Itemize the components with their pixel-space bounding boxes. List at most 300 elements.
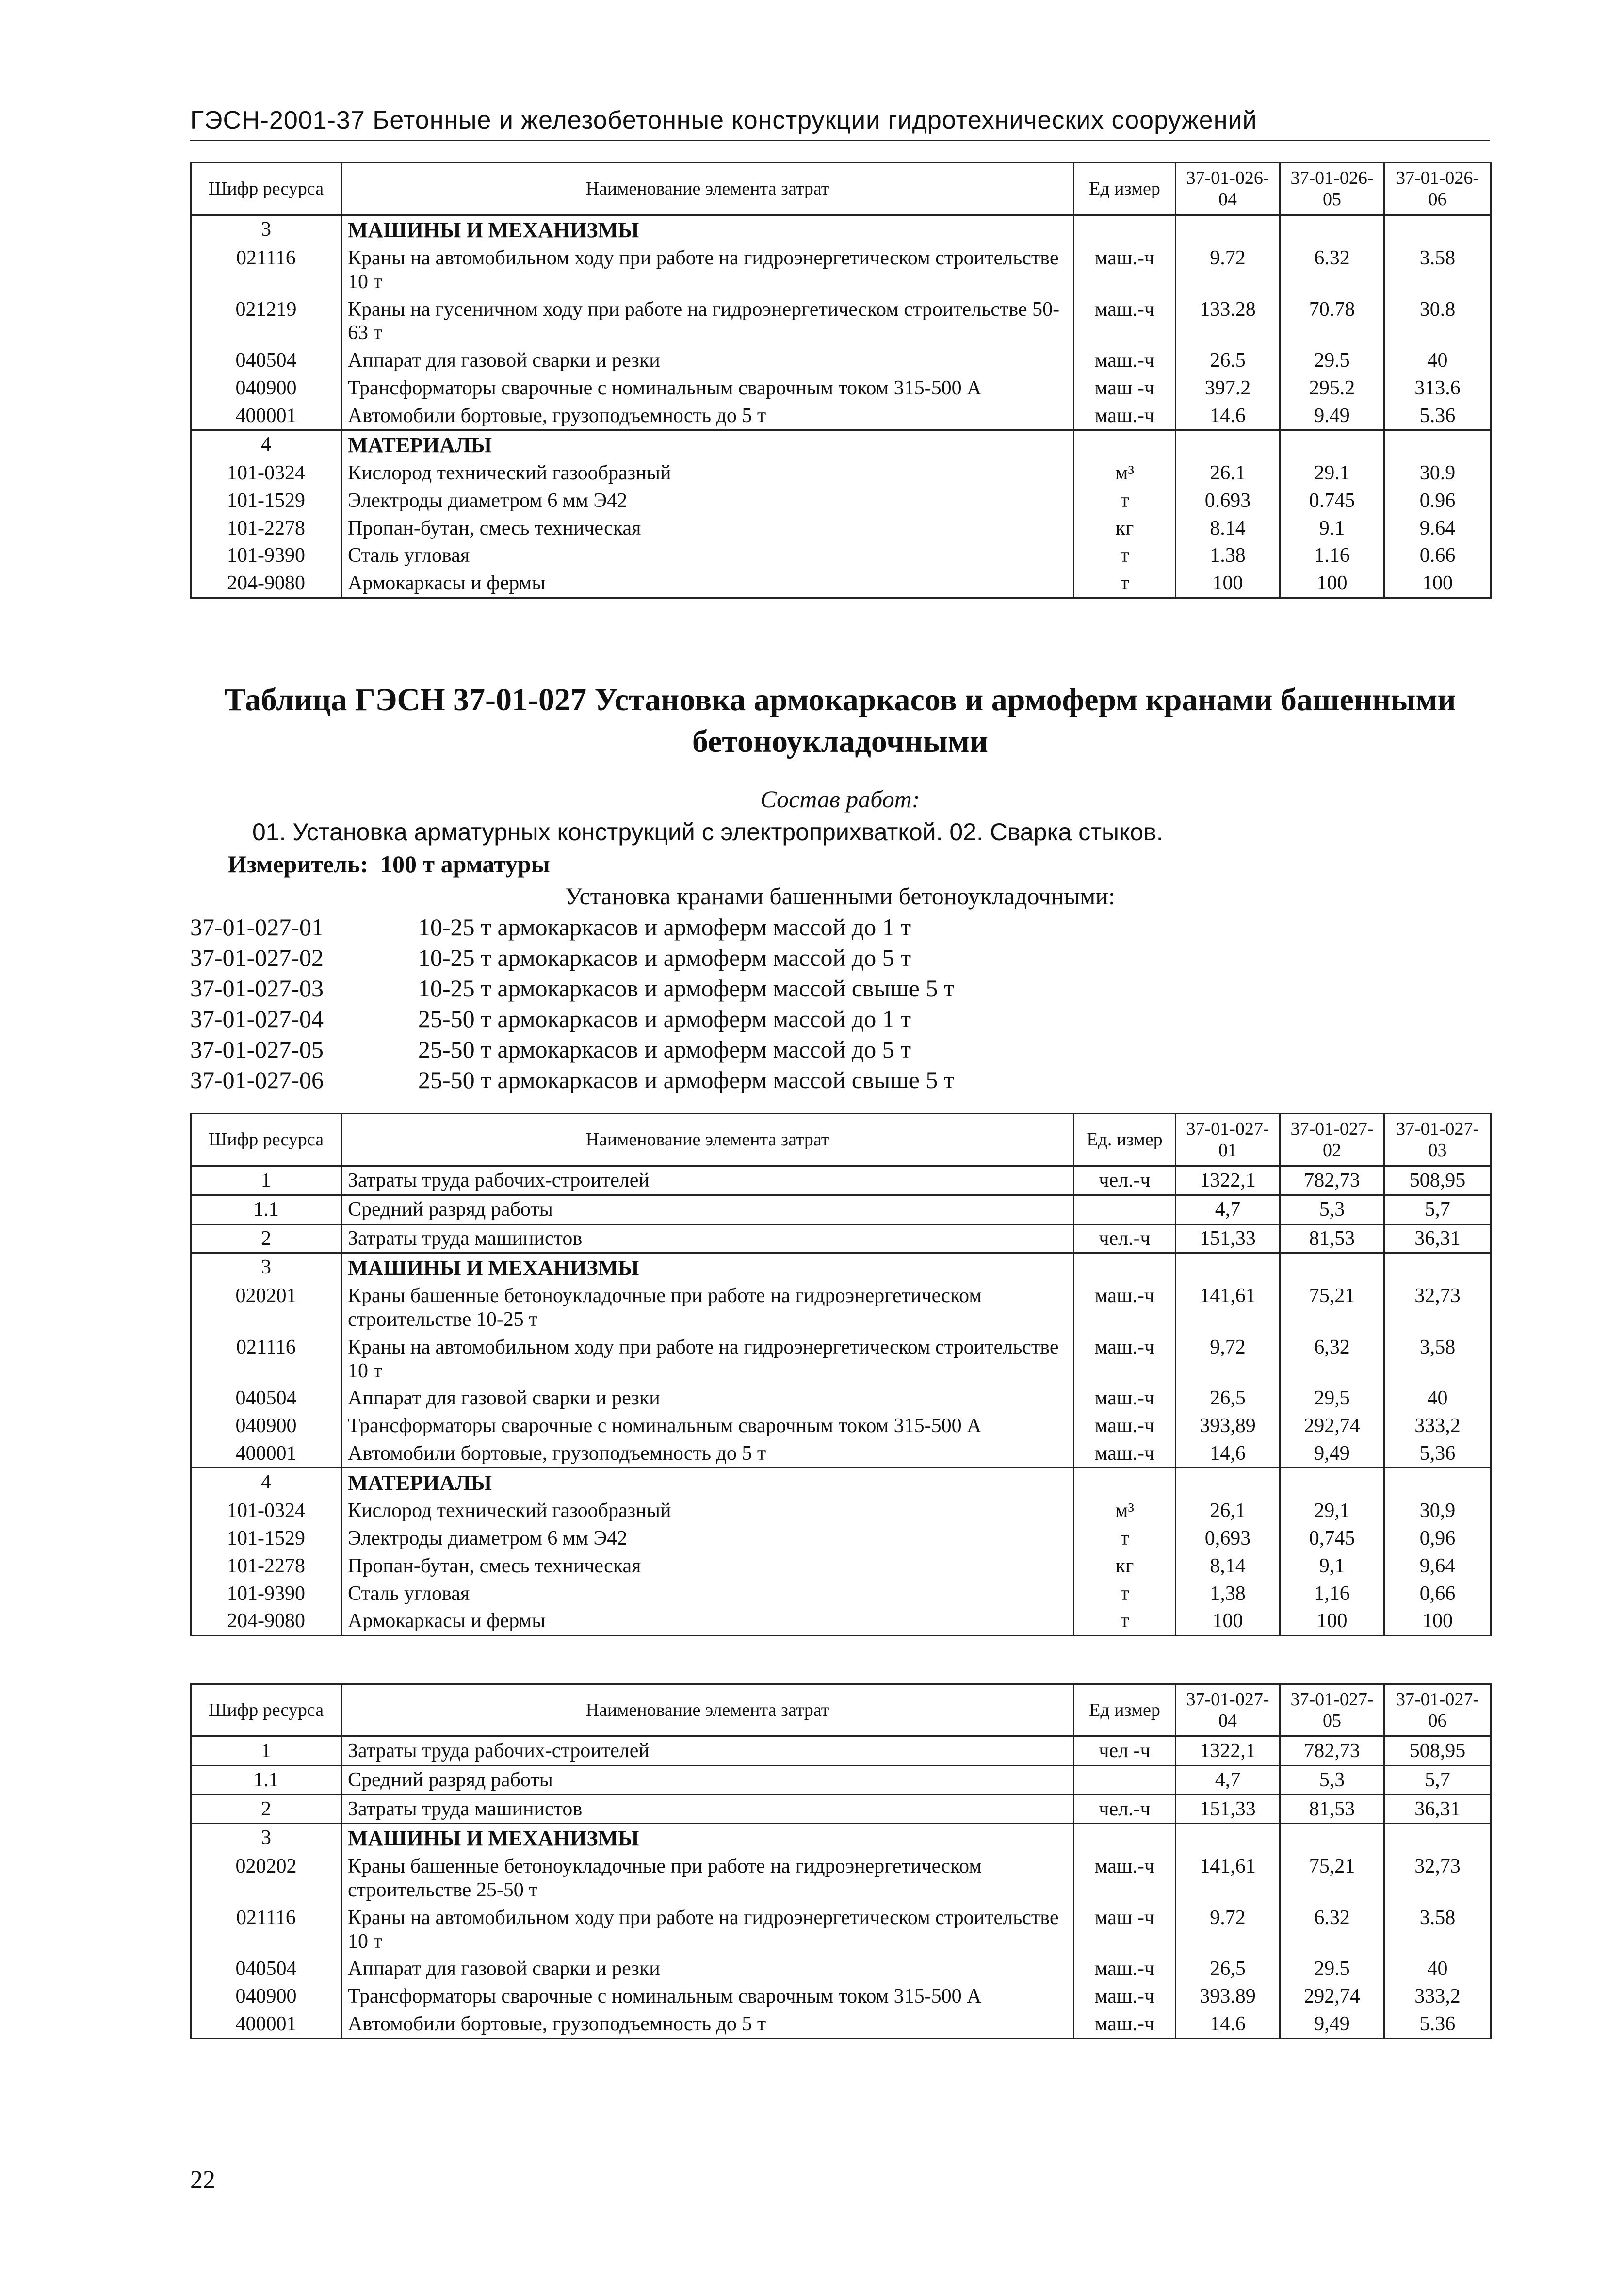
variant-list xyxy=(190,913,955,1096)
variant-code: 37-01-027-04 xyxy=(190,1005,324,1032)
norm-value: 30.8 xyxy=(1384,296,1491,347)
work-items: 01. Установка арматурных конструкций с электроприхваткой. 02. Сварка стыков. xyxy=(252,818,1163,846)
table-row xyxy=(191,1440,1491,1468)
table-row xyxy=(191,375,1491,402)
norm-value: 14.6 xyxy=(1176,2010,1280,2039)
resource-code: 020201 xyxy=(191,1282,341,1333)
variant-code: 37-01-027-02 xyxy=(190,944,324,971)
norm-value: 5.36 xyxy=(1384,402,1491,430)
resource-code: 101-0324 xyxy=(191,459,341,487)
table-row xyxy=(191,542,1491,570)
unit: маш.-ч xyxy=(1074,2010,1176,2039)
norm-value: 29.1 xyxy=(1280,459,1384,487)
norm-value: 397.2 xyxy=(1176,375,1280,402)
norm-value: 9.49 xyxy=(1280,402,1384,430)
unit: т xyxy=(1074,487,1176,515)
col-header-norm: 37-01-027-06 xyxy=(1384,1684,1491,1737)
col-header-code: Шифр ресурса xyxy=(191,1114,341,1166)
resource-code: 204-9080 xyxy=(191,570,341,598)
resource-name: Кислород технический газообразный xyxy=(341,1497,1074,1525)
norm-value: 32,73 xyxy=(1384,1853,1491,1904)
unit: маш.-ч xyxy=(1074,1412,1176,1440)
norm-value: 100 xyxy=(1176,570,1280,598)
norm-value: 26,5 xyxy=(1176,1955,1280,1983)
unit: маш.-ч xyxy=(1074,296,1176,347)
unit xyxy=(1074,1195,1176,1224)
col-header-norm: 37-01-027-03 xyxy=(1384,1114,1491,1166)
table-title: Таблица ГЭСН 37-01-027 Установка армокаркасов и армоферм кранами башенными бетоноукладочными xyxy=(224,682,1456,759)
resource-name: Затраты труда рабочих-строителей xyxy=(341,1736,1074,1765)
norm-value: 292,74 xyxy=(1280,1983,1384,2010)
resource-name: Аппарат для газовой сварки и резки xyxy=(341,1955,1074,1983)
norm-value: 100 xyxy=(1280,1607,1384,1635)
norm-value: 26,5 xyxy=(1176,1385,1280,1412)
norm-value: 29,1 xyxy=(1280,1497,1384,1525)
table-header-row xyxy=(191,163,1491,215)
col-header-norm: 37-01-027-05 xyxy=(1280,1684,1384,1737)
resource-code: 400001 xyxy=(191,2010,341,2039)
norm-value: 0,693 xyxy=(1176,1525,1280,1552)
resource-code: 1.1 xyxy=(191,1195,341,1224)
unit: кг xyxy=(1074,1552,1176,1580)
meter-value: 100 т арматуры xyxy=(380,850,550,878)
table-row xyxy=(191,296,1491,347)
table-row xyxy=(191,1166,1491,1195)
table-row xyxy=(191,1983,1491,2010)
unit: маш.-ч xyxy=(1074,1955,1176,1983)
table-row xyxy=(191,1904,1491,1955)
norm-value: 9,64 xyxy=(1384,1552,1491,1580)
resource-name: Трансформаторы сварочные с номинальным сварочным током 315-500 А xyxy=(341,1412,1074,1440)
unit: чел.-ч xyxy=(1074,1224,1176,1253)
norm-value: 30,9 xyxy=(1384,1497,1491,1525)
unit: маш.-ч xyxy=(1074,1983,1176,2010)
unit: чел -ч xyxy=(1074,1736,1176,1765)
norm-value: 26.5 xyxy=(1176,347,1280,375)
section-row xyxy=(191,215,1491,245)
norm-value xyxy=(1280,1468,1384,1498)
variant-item xyxy=(190,913,955,944)
variant-code: 37-01-027-05 xyxy=(190,1036,324,1063)
resource-name: Сталь угловая xyxy=(341,1580,1074,1608)
norm-value xyxy=(1176,1253,1280,1283)
running-header: ГЭСН-2001-37 Бетонные и железобетонные конструкции гидротехнических сооружений xyxy=(190,106,1490,141)
unit: маш -ч xyxy=(1074,1904,1176,1955)
table-row xyxy=(191,402,1491,430)
table-header-row xyxy=(191,1684,1491,1737)
norm-value xyxy=(1280,430,1384,460)
unit: т xyxy=(1074,1580,1176,1608)
resource-code: 1.1 xyxy=(191,1765,341,1795)
norm-value: 9.72 xyxy=(1176,1904,1280,1955)
resource-code: 3 xyxy=(191,1253,341,1283)
resource-name: Затраты труда машинистов xyxy=(341,1795,1074,1824)
resource-code: 4 xyxy=(191,1468,341,1498)
variant-text: 10-25 т армокаркасов и армоферм массой до 1 т xyxy=(418,914,911,941)
norm-value: 151,33 xyxy=(1176,1795,1280,1824)
norm-value: 9.1 xyxy=(1280,515,1384,542)
variant-text: 25-50 т армокаркасов и армоферм массой до 5 т xyxy=(418,1036,911,1063)
norm-value: 508,95 xyxy=(1384,1166,1491,1195)
norm-value: 29,5 xyxy=(1280,1385,1384,1412)
norm-value: 5,3 xyxy=(1280,1195,1384,1224)
table-row xyxy=(191,1580,1491,1608)
norm-value: 292,74 xyxy=(1280,1412,1384,1440)
unit: маш.-ч xyxy=(1074,402,1176,430)
resource-code: 040900 xyxy=(191,375,341,402)
norm-value: 1,38 xyxy=(1176,1580,1280,1608)
col-header-norm: 37-01-026-05 xyxy=(1280,163,1384,215)
resource-name: Пропан-бутан, смесь техническая xyxy=(341,1552,1074,1580)
col-header-norm: 37-01-026-06 xyxy=(1384,163,1491,215)
norm-value: 81,53 xyxy=(1280,1795,1384,1824)
resource-name: Армокаркасы и фермы xyxy=(341,1607,1074,1635)
table-row xyxy=(191,1955,1491,1983)
unit: м³ xyxy=(1074,459,1176,487)
norm-value xyxy=(1280,1253,1384,1283)
table-row xyxy=(191,347,1491,375)
page-number: 22 xyxy=(190,2166,215,2194)
norm-value: 1.16 xyxy=(1280,542,1384,570)
resource-code: 101-1529 xyxy=(191,487,341,515)
variant-item xyxy=(190,944,955,974)
unit xyxy=(1074,1765,1176,1795)
table-row xyxy=(191,1795,1491,1824)
unit: т xyxy=(1074,542,1176,570)
section-row xyxy=(191,1824,1491,1853)
norm-value: 5,3 xyxy=(1280,1765,1384,1795)
resource-table-027-04-06 xyxy=(190,1683,1492,2039)
resource-code: 040900 xyxy=(191,1412,341,1440)
section-heading: МАТЕРИАЛЫ xyxy=(341,1468,1074,1498)
resource-name: Краны на автомобильном ходу при работе на гидроэнергетическом строительстве 10 т xyxy=(341,1904,1074,1955)
resource-code: 040504 xyxy=(191,1955,341,1983)
resource-code: 101-2278 xyxy=(191,515,341,542)
section-heading: МАШИНЫ И МЕХАНИЗМЫ xyxy=(341,1824,1074,1853)
resource-name: Трансформаторы сварочные с номинальным сварочным током 315-500 А xyxy=(341,1983,1074,2010)
variant-item xyxy=(190,1066,955,1096)
col-header-name: Наименование элемента затрат xyxy=(341,163,1074,215)
norm-value: 30.9 xyxy=(1384,459,1491,487)
norm-value: 9,49 xyxy=(1280,1440,1384,1468)
resource-name: Затраты труда машинистов xyxy=(341,1224,1074,1253)
norm-value: 0.693 xyxy=(1176,487,1280,515)
norm-value xyxy=(1384,1824,1491,1853)
norm-value: 40 xyxy=(1384,1955,1491,1983)
norm-value: 295.2 xyxy=(1280,375,1384,402)
table-row xyxy=(191,1552,1491,1580)
unit xyxy=(1074,1253,1176,1283)
col-header-name: Наименование элемента затрат xyxy=(341,1114,1074,1166)
table-row xyxy=(191,487,1491,515)
resource-name: Краны на гусеничном ходу при работе на гидроэнергетическом строительстве 50-63 т xyxy=(341,296,1074,347)
section-heading: МАШИНЫ И МЕХАНИЗМЫ xyxy=(341,1253,1074,1283)
norm-value: 3,58 xyxy=(1384,1334,1491,1385)
table-row xyxy=(191,1385,1491,1412)
col-header-norm: 37-01-027-04 xyxy=(1176,1684,1280,1737)
resource-code: 021219 xyxy=(191,296,341,347)
resource-code: 021116 xyxy=(191,245,341,295)
norm-value: 14,6 xyxy=(1176,1440,1280,1468)
norm-value: 393,89 xyxy=(1176,1412,1280,1440)
unit: маш.-ч xyxy=(1074,347,1176,375)
table-row xyxy=(191,1736,1491,1765)
norm-value: 0.745 xyxy=(1280,487,1384,515)
variant-code: 37-01-027-03 xyxy=(190,975,324,1002)
table-row xyxy=(191,1607,1491,1635)
norm-value: 313.6 xyxy=(1384,375,1491,402)
norm-value: 8,14 xyxy=(1176,1552,1280,1580)
meter-label: Измеритель: xyxy=(228,850,369,878)
norm-value: 0,96 xyxy=(1384,1525,1491,1552)
resource-name: Автомобили бортовые, грузоподъемность до 5 т xyxy=(341,402,1074,430)
norm-value: 6.32 xyxy=(1280,1904,1384,1955)
norm-value: 5.36 xyxy=(1384,2010,1491,2039)
composition-heading: Состав работ: xyxy=(760,785,920,813)
norm-value: 9,1 xyxy=(1280,1552,1384,1580)
unit: т xyxy=(1074,1525,1176,1552)
unit: маш.-ч xyxy=(1074,1853,1176,1904)
norm-value xyxy=(1280,215,1384,245)
norm-value xyxy=(1280,1824,1384,1853)
col-header-norm: 37-01-027-02 xyxy=(1280,1114,1384,1166)
resource-name: Электроды диаметром 6 мм Э42 xyxy=(341,487,1074,515)
norm-value xyxy=(1384,1253,1491,1283)
norm-value: 0,745 xyxy=(1280,1525,1384,1552)
norm-value: 1,16 xyxy=(1280,1580,1384,1608)
norm-value: 100 xyxy=(1384,1607,1491,1635)
unit xyxy=(1074,1824,1176,1853)
norm-value: 4,7 xyxy=(1176,1765,1280,1795)
resource-code: 3 xyxy=(191,215,341,245)
resource-name: Армокаркасы и фермы xyxy=(341,570,1074,598)
resource-name: Пропан-бутан, смесь техническая xyxy=(341,515,1074,542)
table-header-row xyxy=(191,1114,1491,1166)
unit: кг xyxy=(1074,515,1176,542)
norm-value: 141,61 xyxy=(1176,1853,1280,1904)
unit: т xyxy=(1074,570,1176,598)
norm-value: 782,73 xyxy=(1280,1736,1384,1765)
norm-value: 26,1 xyxy=(1176,1497,1280,1525)
unit xyxy=(1074,430,1176,460)
resource-name: Электроды диаметром 6 мм Э42 xyxy=(341,1525,1074,1552)
norm-value: 6.32 xyxy=(1280,245,1384,295)
norm-value: 75,21 xyxy=(1280,1853,1384,1904)
norm-value: 40 xyxy=(1384,347,1491,375)
norm-value: 4,7 xyxy=(1176,1195,1280,1224)
unit xyxy=(1074,1468,1176,1498)
unit xyxy=(1074,215,1176,245)
norm-value: 5,7 xyxy=(1384,1195,1491,1224)
resource-name: Сталь угловая xyxy=(341,542,1074,570)
unit: чел.-ч xyxy=(1074,1795,1176,1824)
resource-name: Средний разряд работы xyxy=(341,1195,1074,1224)
unit: т xyxy=(1074,1607,1176,1635)
col-header-unit: Ед измер xyxy=(1074,163,1176,215)
norm-value: 100 xyxy=(1176,1607,1280,1635)
resource-code: 101-2278 xyxy=(191,1552,341,1580)
resource-code: 101-9390 xyxy=(191,542,341,570)
resource-name: Средний разряд работы xyxy=(341,1765,1074,1795)
resource-table-026 xyxy=(190,162,1492,599)
table-row xyxy=(191,1224,1491,1253)
col-header-code: Шифр ресурса xyxy=(191,1684,341,1737)
resource-code: 021116 xyxy=(191,1334,341,1385)
norm-value: 8.14 xyxy=(1176,515,1280,542)
resource-name: Автомобили бортовые, грузоподъемность до 5 т xyxy=(341,2010,1074,2039)
table-row xyxy=(191,1334,1491,1385)
resource-code: 101-0324 xyxy=(191,1497,341,1525)
unit: маш.-ч xyxy=(1074,1282,1176,1333)
install-heading: Установка кранами башенными бетоноукладочными: xyxy=(565,882,1115,910)
resource-code: 400001 xyxy=(191,402,341,430)
table-row xyxy=(191,1282,1491,1333)
norm-value: 141,61 xyxy=(1176,1282,1280,1333)
norm-value: 0,66 xyxy=(1384,1580,1491,1608)
table-row xyxy=(191,570,1491,598)
resource-code: 2 xyxy=(191,1795,341,1824)
unit: маш.-ч xyxy=(1074,1440,1176,1468)
resource-name: Краны башенные бетоноукладочные при работе на гидроэнергетическом строительстве 10-25 т xyxy=(341,1282,1074,1333)
resource-code: 020202 xyxy=(191,1853,341,1904)
norm-value: 9,49 xyxy=(1280,2010,1384,2039)
norm-value: 100 xyxy=(1280,570,1384,598)
norm-value: 3.58 xyxy=(1384,245,1491,295)
variant-item xyxy=(190,1035,955,1066)
norm-value: 6,32 xyxy=(1280,1334,1384,1385)
resource-code: 1 xyxy=(191,1166,341,1195)
col-header-name: Наименование элемента затрат xyxy=(341,1684,1074,1737)
table-row xyxy=(191,1195,1491,1224)
norm-value: 0.96 xyxy=(1384,487,1491,515)
resource-name: Краны башенные бетоноукладочные при работе на гидроэнергетическом строительстве 25-50 т xyxy=(341,1853,1074,1904)
table-row xyxy=(191,1853,1491,1904)
section-row xyxy=(191,1468,1491,1498)
norm-value: 1322,1 xyxy=(1176,1736,1280,1765)
norm-value: 133.28 xyxy=(1176,296,1280,347)
norm-value: 333,2 xyxy=(1384,1412,1491,1440)
col-header-code: Шифр ресурса xyxy=(191,163,341,215)
col-header-norm: 37-01-027-01 xyxy=(1176,1114,1280,1166)
resource-code: 204-9080 xyxy=(191,1607,341,1635)
norm-value: 75,21 xyxy=(1280,1282,1384,1333)
variant-code: 37-01-027-01 xyxy=(190,914,324,941)
norm-value: 26.1 xyxy=(1176,459,1280,487)
norm-value: 9.64 xyxy=(1384,515,1491,542)
norm-value xyxy=(1384,1468,1491,1498)
table-row xyxy=(191,1525,1491,1552)
resource-code: 2 xyxy=(191,1224,341,1253)
unit: маш -ч xyxy=(1074,375,1176,402)
table-row xyxy=(191,1765,1491,1795)
norm-value: 1.38 xyxy=(1176,542,1280,570)
norm-value: 81,53 xyxy=(1280,1224,1384,1253)
table-row xyxy=(191,1497,1491,1525)
norm-value: 40 xyxy=(1384,1385,1491,1412)
resource-name: Затраты труда рабочих-строителей xyxy=(341,1166,1074,1195)
variant-item xyxy=(190,1005,955,1035)
section-row xyxy=(191,1253,1491,1283)
norm-value: 29.5 xyxy=(1280,1955,1384,1983)
resource-table-027-01-03 xyxy=(190,1113,1492,1636)
norm-value xyxy=(1384,430,1491,460)
resource-name: Трансформаторы сварочные с номинальным сварочным током 315-500 А xyxy=(341,375,1074,402)
variant-text: 25-50 т армокаркасов и армоферм массой до 1 т xyxy=(418,1005,911,1032)
norm-value: 393.89 xyxy=(1176,1983,1280,2010)
variant-text: 10-25 т армокаркасов и армоферм массой до 5 т xyxy=(418,944,911,971)
norm-value: 151,33 xyxy=(1176,1224,1280,1253)
norm-value: 5,36 xyxy=(1384,1440,1491,1468)
resource-name: Кислород технический газообразный xyxy=(341,459,1074,487)
unit: маш.-ч xyxy=(1074,1385,1176,1412)
section-heading: МАШИНЫ И МЕХАНИЗМЫ xyxy=(341,215,1074,245)
resource-name: Аппарат для газовой сварки и резки xyxy=(341,1385,1074,1412)
norm-value: 14.6 xyxy=(1176,402,1280,430)
norm-value: 3.58 xyxy=(1384,1904,1491,1955)
unit: маш.-ч xyxy=(1074,245,1176,295)
norm-value: 9,72 xyxy=(1176,1334,1280,1385)
resource-code: 400001 xyxy=(191,1440,341,1468)
table-row xyxy=(191,515,1491,542)
norm-value: 29.5 xyxy=(1280,347,1384,375)
resource-name: Краны на автомобильном ходу при работе на гидроэнергетическом строительстве 10 т xyxy=(341,245,1074,295)
resource-code: 3 xyxy=(191,1824,341,1853)
resource-code: 4 xyxy=(191,430,341,460)
norm-value: 5,7 xyxy=(1384,1765,1491,1795)
variant-item xyxy=(190,974,955,1005)
norm-value xyxy=(1176,1824,1280,1853)
col-header-unit: Ед. измер xyxy=(1074,1114,1176,1166)
section-row xyxy=(191,430,1491,460)
resource-code: 101-1529 xyxy=(191,1525,341,1552)
col-header-norm: 37-01-026-04 xyxy=(1176,163,1280,215)
table-row xyxy=(191,459,1491,487)
resource-code: 040900 xyxy=(191,1983,341,2010)
unit: маш.-ч xyxy=(1074,1334,1176,1385)
norm-value: 9.72 xyxy=(1176,245,1280,295)
resource-name: Краны на автомобильном ходу при работе на гидроэнергетическом строительстве 10 т xyxy=(341,1334,1074,1385)
resource-name: Автомобили бортовые, грузоподъемность до 5 т xyxy=(341,1440,1074,1468)
resource-code: 040504 xyxy=(191,1385,341,1412)
resource-code: 040504 xyxy=(191,347,341,375)
norm-value xyxy=(1176,215,1280,245)
norm-value: 782,73 xyxy=(1280,1166,1384,1195)
norm-value: 32,73 xyxy=(1384,1282,1491,1333)
unit: м³ xyxy=(1074,1497,1176,1525)
norm-value: 0.66 xyxy=(1384,542,1491,570)
resource-code: 1 xyxy=(191,1736,341,1765)
variant-text: 25-50 т армокаркасов и армоферм массой свыше 5 т xyxy=(418,1066,955,1093)
norm-value: 70.78 xyxy=(1280,296,1384,347)
norm-value xyxy=(1384,215,1491,245)
resource-code: 101-9390 xyxy=(191,1580,341,1608)
norm-value: 100 xyxy=(1384,570,1491,598)
norm-value xyxy=(1176,1468,1280,1498)
norm-value: 36,31 xyxy=(1384,1224,1491,1253)
norm-value: 1322,1 xyxy=(1176,1166,1280,1195)
norm-value: 36,31 xyxy=(1384,1795,1491,1824)
norm-value xyxy=(1176,430,1280,460)
table-row xyxy=(191,245,1491,295)
variant-text: 10-25 т армокаркасов и армоферм массой свыше 5 т xyxy=(418,975,955,1002)
table-row xyxy=(191,1412,1491,1440)
unit: чел.-ч xyxy=(1074,1166,1176,1195)
section-heading: МАТЕРИАЛЫ xyxy=(341,430,1074,460)
resource-name: Аппарат для газовой сварки и резки xyxy=(341,347,1074,375)
norm-value: 333,2 xyxy=(1384,1983,1491,2010)
meter-line xyxy=(228,850,550,878)
variant-code: 37-01-027-06 xyxy=(190,1066,324,1093)
